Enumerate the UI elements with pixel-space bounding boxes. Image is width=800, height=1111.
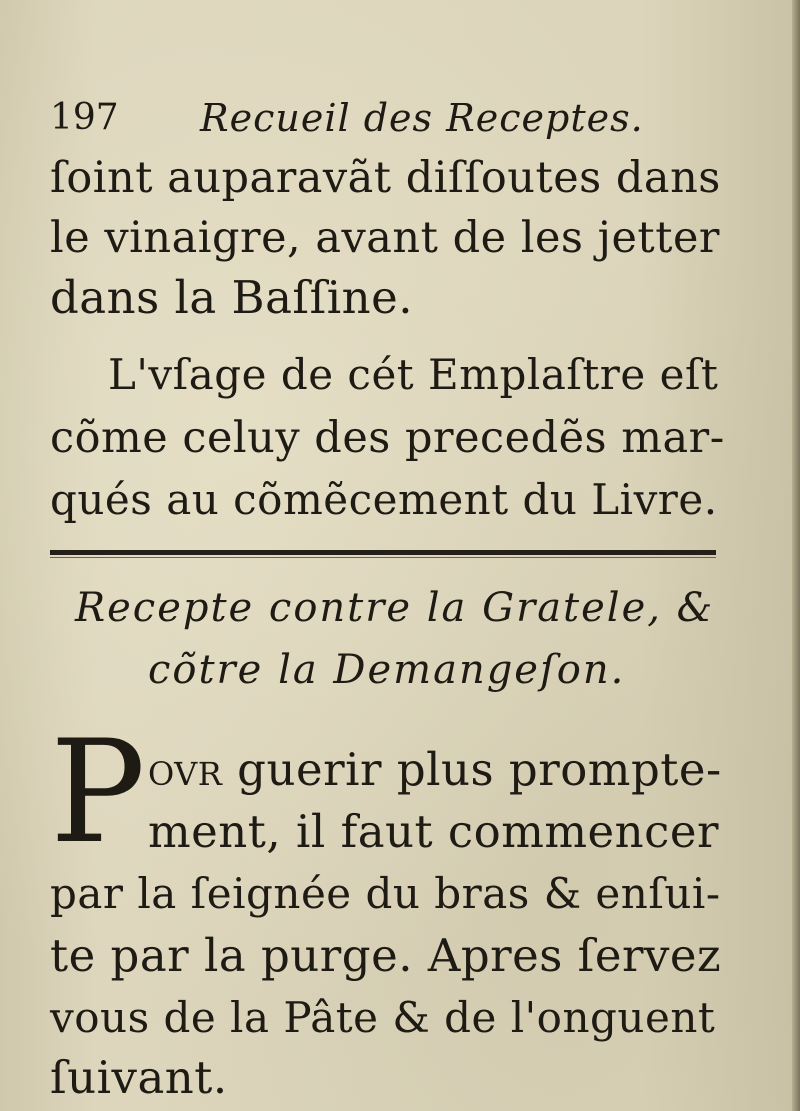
ornamental-rule [50, 550, 716, 555]
text-line-rest: guerir plus prompte- [222, 743, 722, 796]
text-line [148, 740, 722, 800]
text-line: par la ſeignée du bras & enſui- [50, 869, 721, 918]
running-title: Recueil des Receptes. [200, 96, 644, 140]
page-header [50, 88, 730, 148]
text-line: cõme celuy des precedẽs mar- [50, 413, 725, 463]
text-line: dans la Baſſine. [50, 271, 414, 324]
text-line: ment, il faut commencer [148, 805, 720, 858]
text-line: vous de la Pâte & de l'onguent [50, 993, 716, 1042]
text-line: qués au cõmẽcement du Livre. [50, 475, 718, 524]
first-word-small-caps: ovr [148, 743, 223, 796]
page-number: 197 [50, 97, 119, 138]
text-line: te par la purge. Apres ſervez [50, 929, 722, 982]
section-title-line-2: cõtre la Demangeſon. [148, 647, 626, 693]
ornamental-rule-thin [50, 557, 716, 558]
section-title-line-1: Recepte contre la Gratele, & [75, 585, 715, 631]
drop-cap: P [50, 710, 146, 875]
page-gutter [792, 0, 800, 1111]
text-line: ſuivant. [50, 1051, 228, 1104]
text-line: le vinaigre, avant de les jetter [50, 213, 720, 263]
text-line: L'vſage de cét Emplaſtre eſt [108, 350, 719, 399]
text-line: ſoint auparavãt diſſoutes dans [50, 153, 721, 203]
